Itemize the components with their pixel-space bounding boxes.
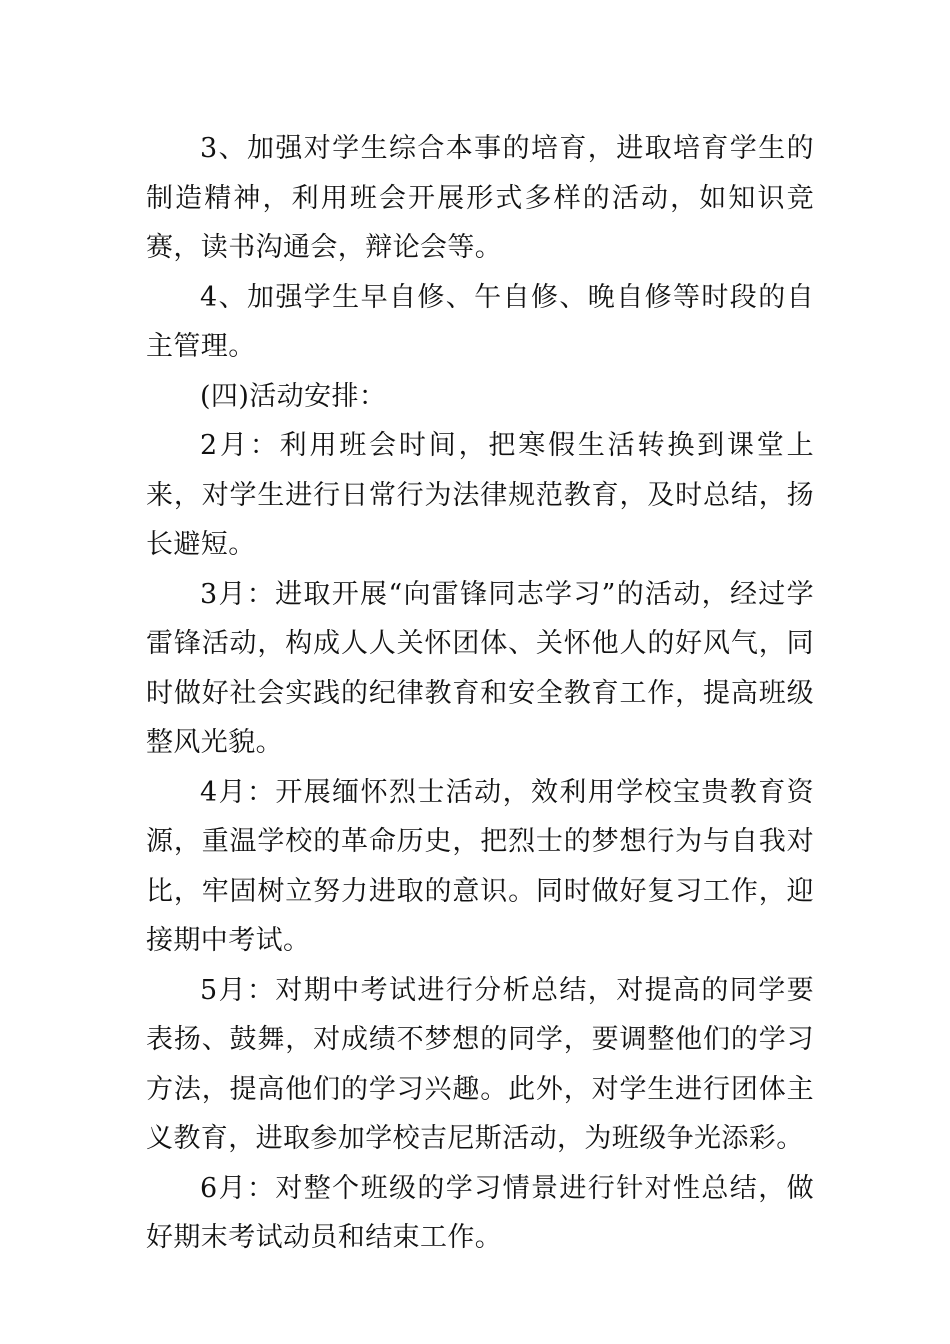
paragraph-self-study-management: 4、加强学生早自修、午自修、晚自修等时段的自主管理。	[146, 281, 814, 362]
paragraph-april: 4月：开展缅怀烈士活动，效利用学校宝贵教育资源，重温学校的革命历史，把烈士的梦想行为与自我对比，牢固树立努力进取的意识。同时做好复习工作，迎接期中考试。	[146, 776, 814, 956]
document-body	[146, 124, 814, 1263]
paragraph-ability-cultivation: 3、加强对学生综合本事的培育，进取培育学生的制造精神，利用班会开展形式多样的活动，如知识竞赛，读书沟通会，辩论会等。	[146, 133, 814, 263]
paragraph-march: 3月：进取开展“向雷锋同志学习”的活动，经过学雷锋活动，构成人人关怀团体、关怀他人的好风气，同时做好社会实践的纪律教育和安全教育工作，提高班级整风光貌。	[146, 578, 814, 758]
paragraph-may: 5月：对期中考试进行分析总结，对提高的同学要表扬、鼓舞，对成绩不梦想的同学，要调整他们的学习方法，提高他们的学习兴趣。此外，对学生进行团体主义教育，进取参加学校吉尼斯活动，为班级争光添彩。	[146, 974, 814, 1154]
paragraph-february: 2月：利用班会时间，把寒假生活转换到课堂上来，对学生进行日常行为法律规范教育，及时总结，扬长避短。	[146, 430, 814, 560]
section-heading-activity-schedule: (四)活动安排：	[200, 380, 387, 412]
paragraph-june: 6月：对整个班级的学习情景进行针对性总结，做好期末考试动员和结束工作。	[146, 1172, 814, 1253]
